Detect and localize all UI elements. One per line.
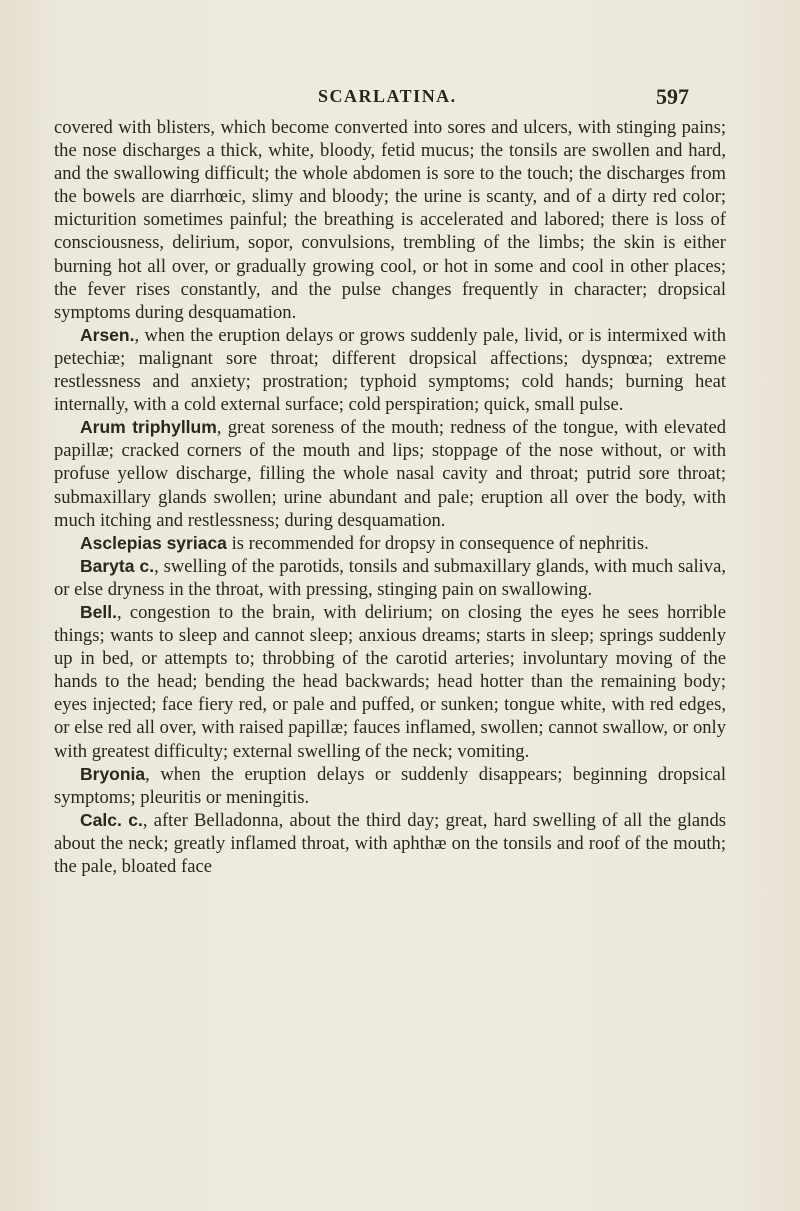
paragraph-calc <box>54 809 726 878</box>
paragraph-text: covered with blisters, which become converted into sores and ulcers, with stinging pains; the nose discharges a thick, white, bloody, fetid mucus; the tonsils are swollen and hard, and the swallowing difficult; the whole abdomen is sore to the touch; the discharges from the bowels are diarrhœic, slimy and bloody; the urine is scanty, and of a dirty red color; micturition sometimes painful; the breathing is accelerated and labored; there is loss of consciousness, delirium, sopor, convulsions, trembling of the limbs; the skin is either burning hot all over, or gradually growing cool, or hot in some and cool in other places; the fever rises constantly, and the pulse changes frequently in character; dropsical symptoms during desquamation. <box>54 117 726 323</box>
remedy-name: Baryta c. <box>80 555 155 576</box>
paragraph-text: , congestion to the brain, with delirium; on closing the eyes he sees horrible things; wants to sleep and cannot sleep; anxious dreams; starts in sleep; springs suddenly up in bed, or attempts to; throbbing of the carotid arteries; involuntary moving of the hands to the head; bending the head backwards; head hotter than the remaining body; eyes injected; face fiery red, or pale and puffed, or sunken; tongue white, with red edges, or else red all over, with raised papillæ; fauces inflamed, swollen; cannot swallow, or only with greatest difficulty; external swelling of the neck; vomiting. <box>54 601 726 762</box>
paragraph-text: is recommended for dropsy in consequence of nephritis. <box>226 532 649 554</box>
paragraph-text: , great soreness of the mouth; redness of the tongue, with elevated papillæ; cracked corners of the mouth and lips; stoppage of the nose without, or with profuse yellow discharge, filling the whole nasal cavity and throat; putrid sore throat; submaxillary glands swollen; urine abundant and pale; eruption all over the body, with much itching and restlessness; during desquamation. <box>54 417 726 531</box>
paragraph-text: , when the eruption delays or grows suddenly pale, livid, or is intermixed with petechiæ; malignant sore throat; different dropsical affections; dyspnœa; extreme restlessness and anxiety; prostration; typhoid symptoms; cold hands; burning heat internally, with a cold external surface; cold perspiration; quick, small pulse. <box>54 324 726 416</box>
page-header <box>0 86 800 110</box>
paragraph-continuation <box>54 116 726 324</box>
paragraph-arum-triphyllum <box>54 416 726 531</box>
remedy-name: Calc. c. <box>80 809 143 830</box>
remedy-name: Arum triphyllum <box>80 417 217 438</box>
body-text <box>54 116 726 878</box>
paragraph-baryta <box>54 555 726 601</box>
paragraph-arsen <box>54 324 726 416</box>
paragraph-bryonia <box>54 763 726 809</box>
paragraph-asclepias <box>54 532 726 555</box>
remedy-name: Arsen. <box>80 324 135 345</box>
remedy-name: Asclepias syriaca <box>80 532 227 553</box>
paragraph-text: , after Belladonna, about the third day; great, hard swelling of all the glands about the neck; greatly inflamed throat, with aphthæ on the tonsils and roof of the mouth; the pale, bloated face <box>54 809 726 877</box>
paragraph-text: , swelling of the parotids, tonsils and submaxillary glands, with much saliva, or else dryness in the throat, with pressing, stinging pain on swallowing. <box>54 555 726 600</box>
running-head: SCARLATINA. <box>318 86 457 106</box>
paragraph-text: , when the eruption delays or suddenly disappears; beginning dropsical symptoms; pleuritis or meningitis. <box>54 763 726 808</box>
page-number: 597 <box>656 84 689 109</box>
remedy-name: Bryonia <box>80 763 146 784</box>
paragraph-bell <box>54 601 726 763</box>
remedy-name: Bell. <box>80 601 117 622</box>
